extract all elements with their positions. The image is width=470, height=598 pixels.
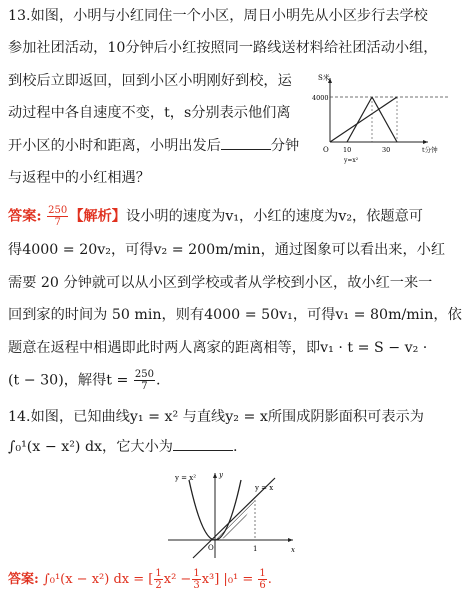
a14-integral: ∫₀¹(x − x²) dx = (42, 572, 149, 587)
p13-line-5 (8, 135, 299, 156)
p14-origin: O (208, 544, 214, 552)
p13-graph (312, 70, 462, 166)
p14-period: . (232, 439, 238, 455)
p13-line-1: 13.如图，小明与小红同住一个小区，周日小明先从小区步行去学校 (8, 8, 428, 24)
p14-line-2-text: ∫₀¹(x − x²) dx，它大小为 (8, 439, 173, 455)
a13-result-fraction: $\frac{250}{7}$ (134, 369, 155, 392)
p14-x-axis-label: x (291, 546, 295, 554)
p13-y-tick: 4000 (312, 94, 329, 102)
a14-bracket-close: x³] |₀¹ = (201, 572, 258, 587)
p13-line-5-text: 开小区的小时和距离，小明出发后 (8, 138, 221, 154)
p13-line-3: 到校后立即返回，回到小区小明刚好到校，运 (8, 73, 292, 89)
a14-bracket-open: [ (148, 572, 154, 587)
p13-line-2: 参加社团活动，10分钟后小红按照同一路线送材料给社团活动小组， (8, 40, 438, 56)
p13-origin: O (323, 146, 329, 154)
p14-y-axis-label: y (219, 471, 223, 479)
p13-caption: y=x² (344, 157, 359, 164)
p14-line-label: y = x (255, 484, 274, 492)
a14-label: 答案: (8, 572, 39, 587)
p13-y-label: S米 (318, 74, 330, 82)
a13-line-4: 回到家的时间为 50 min，则有4000 = 50v₁，可得v₁ = 80m/min，依 (8, 307, 462, 323)
a14-line (8, 568, 272, 591)
p13-line-4: 动过程中各自速度不变，t，s分别表示他们离 (8, 105, 291, 121)
a14-half: $\frac{1}{2}$ (155, 568, 162, 591)
a14-period: . (267, 572, 272, 587)
a13-line-5: 题意在返程中相遇即此时两人离家的距离相等，即v₁ · t = S − v₂ · (8, 340, 428, 356)
a13-line-1 (8, 205, 423, 228)
p14-answer-blank (173, 436, 233, 451)
answer-blank (221, 135, 271, 150)
p14-curve-label: y = x² (175, 474, 197, 482)
p13-x-tick-30: 30 (382, 146, 391, 154)
p13-x-label: t分钟 (422, 146, 438, 154)
p14-line-2 (8, 436, 237, 457)
p14-x-tick: 1 (253, 545, 258, 553)
a13-line-6-text: (t − 30)，解得t = (8, 372, 129, 389)
a14-result: $\frac{1}{6}$ (259, 568, 266, 591)
a13-period: . (156, 372, 161, 389)
answer-label: 答案: (8, 208, 42, 225)
jiexi-label: 【解析】 (69, 208, 126, 225)
a14-third: $\frac{1}{3}$ (193, 568, 200, 591)
p13-line-6: 与返程中的小红相遇？ (8, 170, 150, 186)
a13-line-3: 需要 20 分钟就可以从小区到学校或者从学校到小区，故小红一来一 (8, 275, 433, 291)
p14-line-1: 14.如图，已知曲线y₁ = x² 与直线y₂ = x所围成阴影面积可表示为 (8, 409, 424, 425)
a13-line-2: 得4000 = 20v₂，可得v₂ = 200m/min，通过图象可以看出来，小红 (8, 242, 446, 258)
a14-mid: x² − (163, 572, 192, 587)
answer-fraction: $\frac{250}{7}$ (48, 205, 68, 228)
a13-line-6 (8, 369, 161, 392)
p13-x-tick-10: 10 (343, 146, 352, 154)
a13-line-1-text: 设小明的速度为v₁，小红的速度为v₂，依题意可 (126, 208, 423, 225)
p13-line-5-unit: 分钟 (270, 138, 300, 154)
p14-graph (163, 468, 303, 560)
